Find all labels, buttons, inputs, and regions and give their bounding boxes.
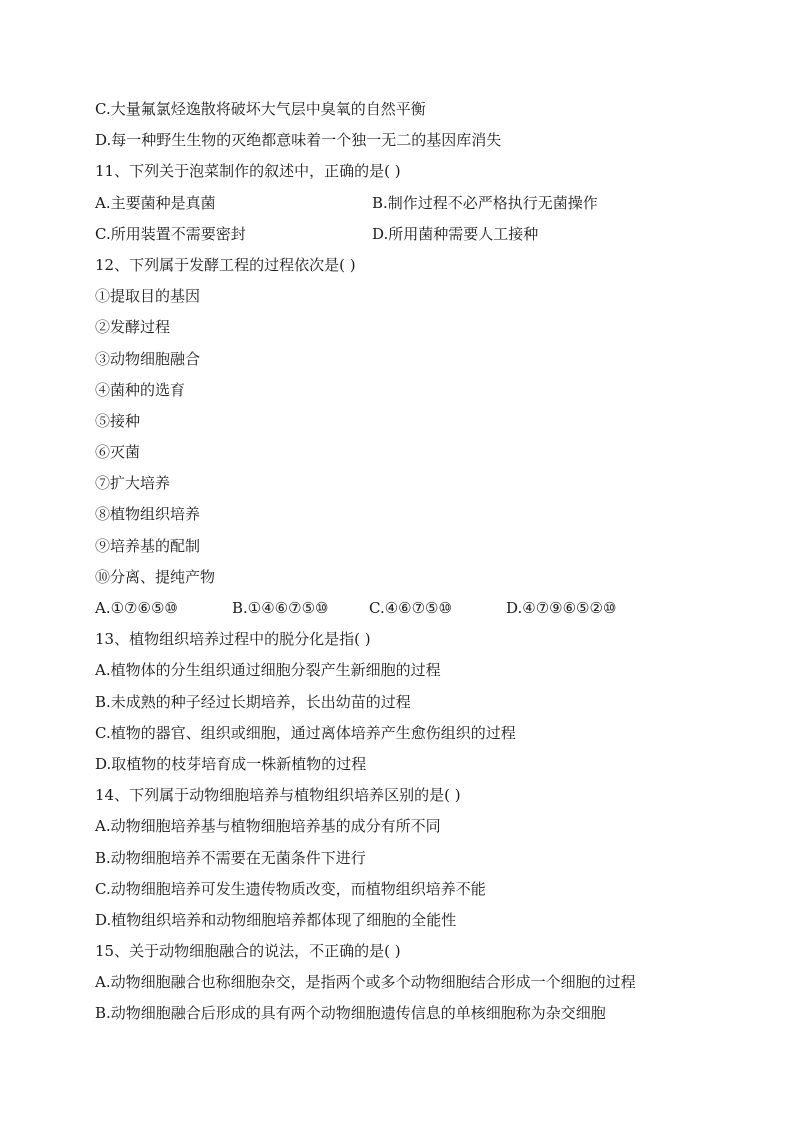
q11-stem: 11、下列关于泡菜制作的叙述中，正确的是( )	[95, 162, 401, 181]
q11-option-b: B.制作过程不必严格执行无菌操作	[372, 193, 598, 212]
q12-item: ⑩分离、提纯产物	[95, 567, 216, 586]
q12-options-row	[95, 593, 715, 624]
q10-option-c: C.大量氟氯烃逸散将破坏大气层中臭氧的自然平衡	[95, 100, 426, 118]
q12-item: ④菌种的选育	[95, 380, 186, 399]
q11-option-d: D.所用菌种需要人工接种	[372, 224, 539, 243]
q15-option-b: B.动物细胞融合后形成的具有两个动物细胞遗传信息的单核细胞称为杂交细胞	[95, 1004, 606, 1023]
q11-option-a: A.主要菌种是真菌	[95, 193, 216, 212]
q13-option-a: A.植物体的分生组织通过细胞分裂产生新细胞的过程	[95, 661, 441, 680]
q12-option-b: B.①④⑥⑦⑤⑩	[232, 599, 329, 617]
q14-option-b: B.动物细胞培养不需要在无菌条件下进行	[95, 848, 366, 867]
q12-stem: 12、下列属于发酵工程的过程依次是( )	[95, 255, 356, 274]
exam-page	[95, 94, 715, 1030]
q13-option-b: B.未成熟的种子经过长期培养，长出幼苗的过程	[95, 692, 411, 711]
q12-item: ⑥灭菌	[95, 443, 141, 462]
q12-item: ⑨培养基的配制	[95, 536, 201, 555]
q14-stem: 14、下列属于动物细胞培养与植物组织培养区别的是( )	[95, 786, 461, 805]
q12-item: ⑦扩大培养	[95, 474, 171, 493]
q13-stem: 13、植物组织培养过程中的脱分化是指( )	[95, 630, 371, 649]
q12-item: ③动物细胞融合	[95, 349, 201, 368]
q14-option-a: A.动物细胞培养基与植物细胞培养基的成分有所不同	[95, 817, 441, 836]
q13-option-d: D.取植物的枝芽培育成一株新植物的过程	[95, 754, 367, 773]
q14-option-c: C.动物细胞培养可发生遗传物质改变，而植物组织培养不能	[95, 879, 486, 898]
q11-options-row-1	[95, 188, 715, 219]
q13-option-c: C.植物的器官、组织或细胞，通过离体培养产生愈伤组织的过程	[95, 723, 516, 742]
q12-item: ⑧植物组织培养	[95, 505, 201, 524]
q14-option-d: D.植物组织培养和动物细胞培养都体现了细胞的全能性	[95, 910, 457, 929]
q10-option-d: D.每一种野生生物的灭绝都意味着一个独一无二的基因库消失	[95, 131, 502, 150]
q15-stem: 15、关于动物细胞融合的说法，不正确的是( )	[95, 942, 401, 961]
q12-item: ②发酵过程	[95, 318, 171, 337]
q12-item: ⑤接种	[95, 411, 141, 430]
q11-options-row-2	[95, 219, 715, 250]
q12-option-d: D.④⑦⑨⑥⑤②⑩	[506, 599, 617, 617]
q12-option-c: C.④⑥⑦⑤⑩	[369, 599, 452, 617]
q15-option-a: A.动物细胞融合也称细胞杂交，是指两个或多个动物细胞结合形成一个细胞的过程	[95, 973, 636, 992]
q12-item: ①提取目的基因	[95, 287, 201, 306]
q12-option-a: A.①⑦⑥⑤⑩	[95, 599, 178, 617]
q11-option-c: C.所用装置不需要密封	[95, 224, 246, 243]
